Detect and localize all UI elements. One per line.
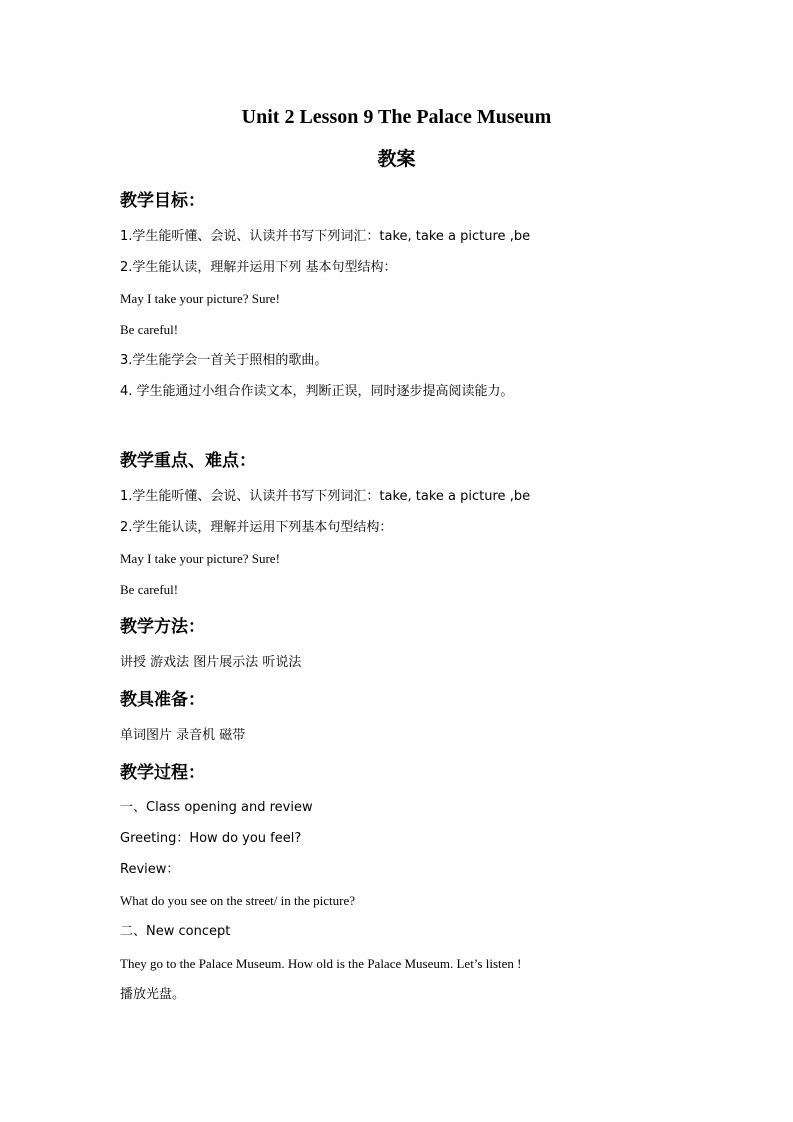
methods-line-1: 讲授 游戏法 图片展示法 听说法 <box>120 655 302 670</box>
process-line-1: 一、Class opening and review <box>120 800 313 815</box>
process-heading: 教学过程： <box>120 763 205 783</box>
objectives-line-2: 2.学生能认读，理解并运用下列 基本句型结构： <box>120 260 397 275</box>
objectives-line-1: 1.学生能听懂、会说、认读并书写下列词汇：take, take a picture ,be <box>120 229 531 244</box>
process-line-3: Review： <box>120 862 180 877</box>
key-points-line-2: 2.学生能认读，理解并运用下列基本句型结构： <box>120 520 393 535</box>
materials-heading: 教具准备： <box>120 690 205 710</box>
key-points-line-3: May I take your picture? Sure! <box>120 551 280 566</box>
process-line-2: Greeting：How do you feel? <box>120 831 302 846</box>
key-points-line-4: Be careful! <box>120 582 179 597</box>
document-title: Unit 2 Lesson 9 The Palace Museum <box>241 106 552 128</box>
process-line-5: 二、New concept <box>120 924 231 939</box>
objectives-line-4: Be careful! <box>120 322 179 337</box>
process-line-4: What do you see on the street/ in the picture? <box>120 893 356 908</box>
process-line-6: They go to the Palace Museum. How old is the Palace Museum. Let’s listen ! <box>120 956 522 971</box>
key-points-line-1: 1.学生能听懂、会说、认读并书写下列词汇：take, take a picture ,be <box>120 489 531 504</box>
objectives-line-5: 3.学生能学会一首关于照相的歌曲。 <box>120 353 328 368</box>
document-subtitle: 教案 <box>377 148 416 170</box>
objectives-line-6: 4. 学生能通过小组合作读文本，判断正误，同时逐步提高阅读能力。 <box>120 384 514 399</box>
objectives-heading: 教学目标： <box>120 191 205 211</box>
methods-heading: 教学方法： <box>120 617 205 637</box>
process-line-7: 播放光盘。 <box>120 987 186 1002</box>
objectives-line-3: May I take your picture? Sure! <box>120 291 280 306</box>
materials-line-1: 单词图片 录音机 磁带 <box>120 728 246 743</box>
key-points-heading: 教学重点、难点： <box>120 451 256 471</box>
